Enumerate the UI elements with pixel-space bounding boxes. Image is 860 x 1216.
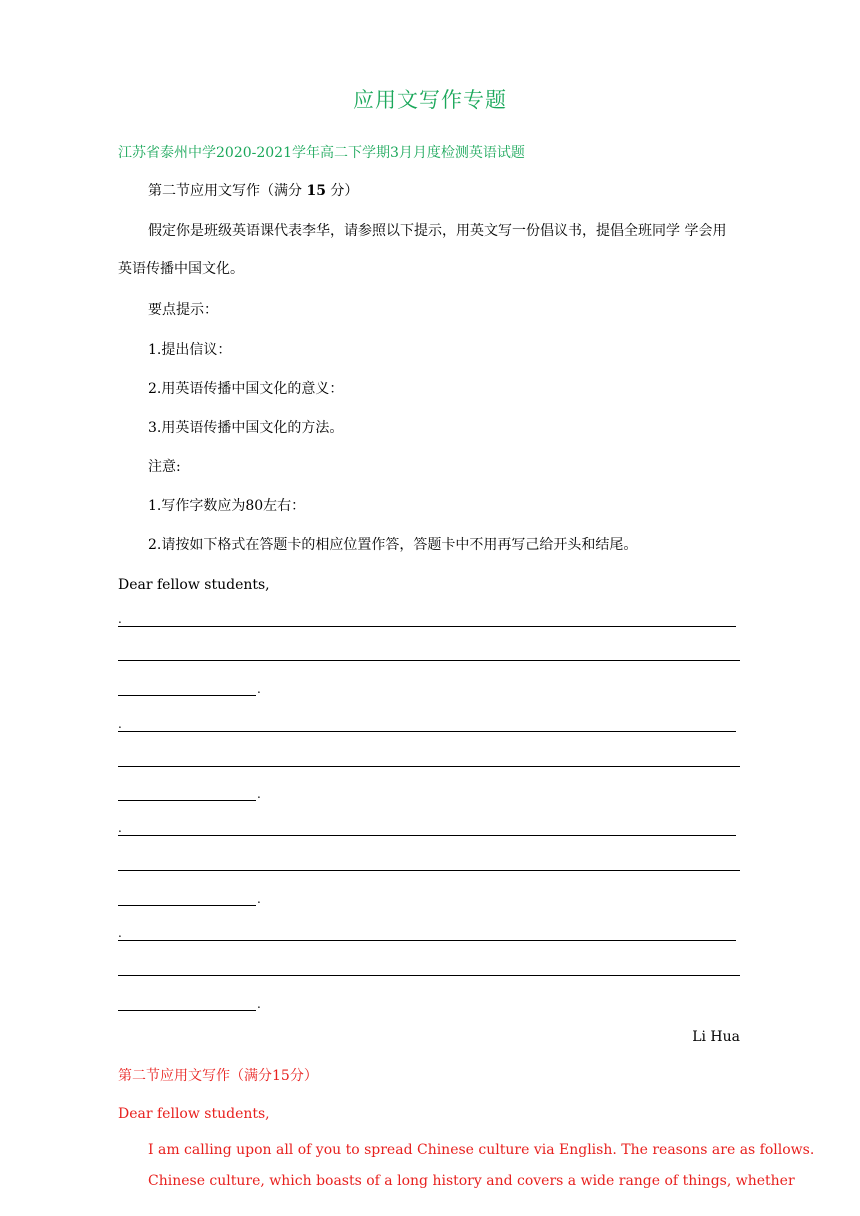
answer-blank-line[interactable] [118, 940, 736, 941]
blank-start-dot: . [118, 612, 122, 626]
section-suffix: 分） [325, 183, 359, 199]
blank-start-dot: . [118, 821, 122, 835]
answer-blank-line[interactable] [118, 1010, 256, 1011]
note-item: 1.写作字数应为80左右： [148, 498, 306, 514]
key-point: 1.提出信议： [148, 342, 232, 358]
answer-blank-line[interactable] [118, 731, 736, 732]
blank-end-period: . [257, 787, 261, 801]
answer-sentence: Chinese culture, which boasts of a long history and covers a wide range of things, whether [148, 1173, 795, 1189]
answer-section-heading: 第二节应用文写作（满分15分） [118, 1068, 318, 1084]
exam-source: 江苏省泰州中学2020-2021学年高二下学期3月月度检测英语试题 [118, 145, 525, 161]
note-item: 2.请按如下格式在答题卡的相应位置作答，答题卡中不用再写己给开头和结尾。 [148, 537, 638, 553]
answer-blank-line[interactable] [118, 766, 740, 767]
blank-start-dot: . [118, 926, 122, 940]
key-points-label: 要点提示： [148, 302, 218, 318]
blank-end-period: . [257, 682, 261, 696]
blank-end-period: . [257, 997, 261, 1011]
blank-start-dot: . [118, 717, 122, 731]
answer-sentence: I am calling upon all of you to spread Chinese culture via English. The reasons are as follows. [148, 1142, 815, 1158]
answer-greeting: Dear fellow students, [118, 1106, 270, 1122]
letter-greeting: Dear fellow students, [118, 577, 270, 593]
section-heading [148, 181, 358, 201]
key-point: 3.用英语传播中国文化的方法。 [148, 420, 344, 436]
key-point: 2.用英语传播中国文化的意义： [148, 381, 344, 397]
blank-end-period: . [257, 892, 261, 906]
answer-blank-line[interactable] [118, 800, 256, 801]
answer-blank-line[interactable] [118, 975, 740, 976]
answer-blank-line[interactable] [118, 660, 740, 661]
notes-label: 注意: [148, 459, 181, 475]
writing-prompt: 假定你是班级英语课代表李华，请参照以下提示，用英文写一份倡议书，提倡全班同学 学会用英语传播中国文化。 [118, 223, 727, 277]
answer-blank-line[interactable] [118, 870, 740, 871]
page-title: 应用文写作专题 [353, 88, 507, 112]
letter-signature: Li Hua [692, 1029, 740, 1045]
section-prefix: 第二节应用文写作（满分 [148, 183, 307, 199]
answer-blank-line[interactable] [118, 695, 256, 696]
answer-blank-line[interactable] [118, 905, 256, 906]
answer-blank-line[interactable] [118, 626, 736, 627]
section-score: 15 [306, 183, 326, 199]
answer-blank-line[interactable] [118, 835, 736, 836]
